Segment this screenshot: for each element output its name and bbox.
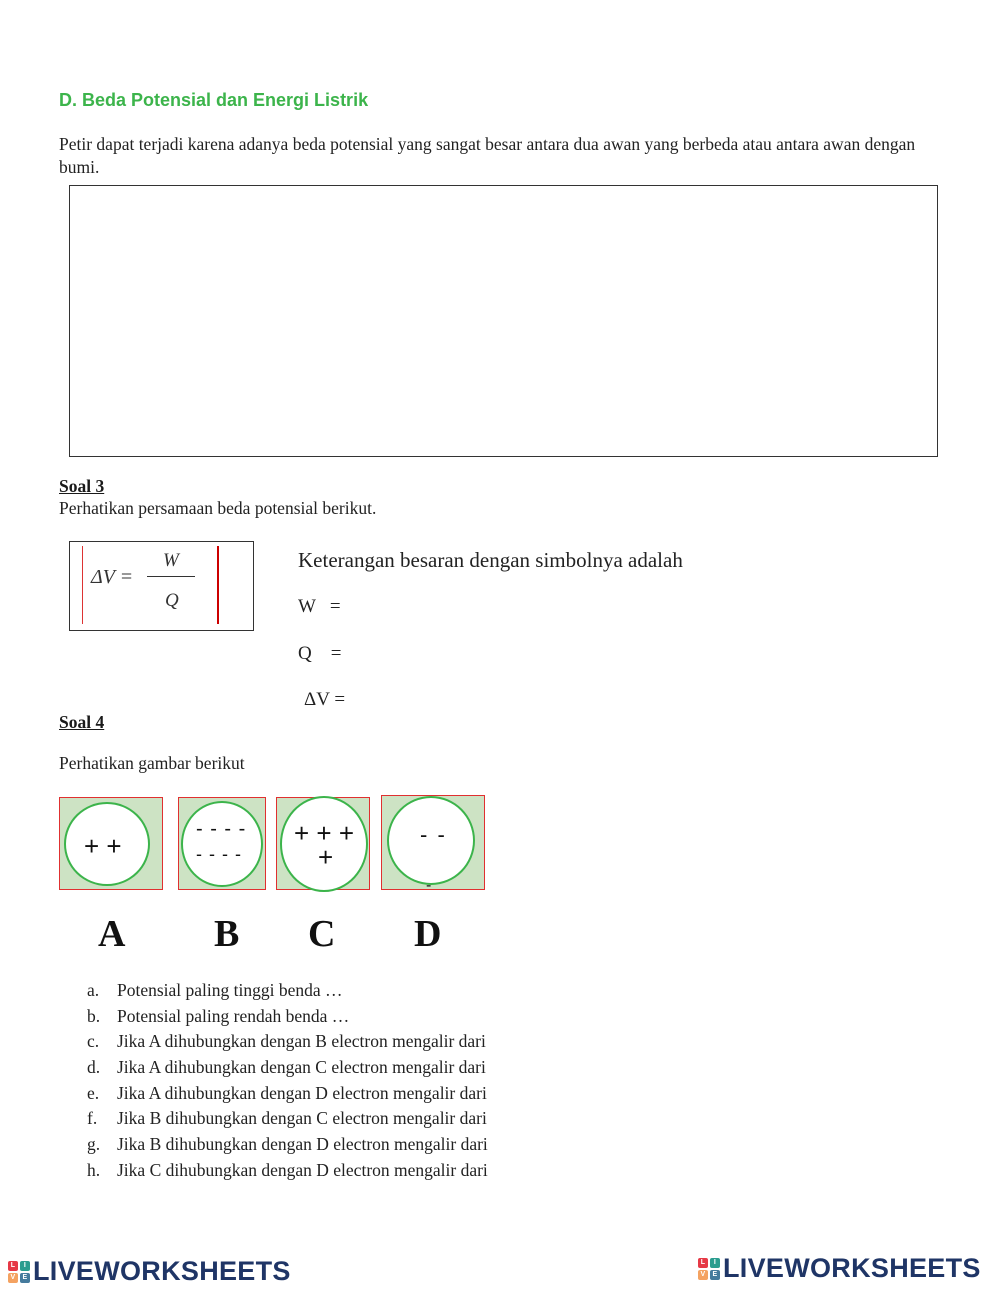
object-d-charge-outside: -: [426, 877, 432, 894]
list-item: [87, 1081, 488, 1107]
object-c-charges-top: + + +: [294, 818, 354, 848]
object-a-charges: + +: [84, 831, 122, 861]
logo-mark-tile: V: [698, 1270, 708, 1280]
object-c-panel: [276, 797, 370, 890]
question-text: Jika A dihubungkan dengan C electron mengalir dari: [117, 1057, 486, 1078]
question-letter: a.: [87, 980, 100, 1000]
object-b-charges-bottom: - - - -: [196, 844, 242, 864]
object-d-charges: - -: [420, 822, 447, 847]
section-title: D. Beda Potensial dan Energi Listrik: [59, 90, 369, 110]
soal-3-title: Soal 3: [59, 476, 105, 496]
liveworksheets-logo-right: [698, 1253, 981, 1284]
list-item: [87, 1004, 488, 1030]
keterangan-row-dv: ΔV =: [304, 689, 346, 710]
formula-image: [69, 541, 254, 631]
logo-mark-tile: I: [710, 1258, 720, 1268]
question-list: [87, 978, 488, 1184]
list-item: [87, 1055, 488, 1081]
logo-mark-tile: I: [20, 1261, 30, 1271]
list-item: [87, 1132, 488, 1158]
object-a-circle: [64, 802, 150, 886]
answer-box[interactable]: [69, 185, 938, 457]
list-item: [87, 978, 488, 1004]
logo-mark-tile: L: [8, 1261, 18, 1271]
object-d-label: D: [414, 913, 442, 955]
question-letter: f.: [87, 1108, 98, 1129]
question-letter: e.: [87, 1082, 100, 1103]
fraction-bar: [147, 576, 195, 577]
object-d-panel: [381, 795, 485, 894]
logo-mark-tile: E: [20, 1273, 30, 1283]
keterangan-row-w: W =: [298, 596, 341, 617]
question-letter: h.: [87, 1159, 101, 1180]
logo-mark-tile: V: [8, 1273, 18, 1283]
object-c-charges-bottom: +: [318, 842, 334, 872]
logo-text: LIVEWORKSHEETS: [33, 1256, 291, 1286]
logo-mark-icon: [8, 1261, 30, 1283]
keterangan-heading: Keterangan besaran dengan simbolnya adalah: [298, 548, 683, 572]
intro-paragraph: Petir dapat terjadi karena adanya beda potensial yang sangat besar antara dua awan yang berbeda atau antara awan dengan bumi.: [59, 134, 916, 177]
object-b-circle: [181, 801, 263, 887]
list-item: [87, 1106, 488, 1132]
liveworksheets-logo-left: [8, 1256, 291, 1287]
question-text: Jika A dihubungkan dengan D electron mengalir dari: [117, 1082, 487, 1103]
object-a-panel: [59, 797, 163, 890]
question-text: Potensial paling rendah benda …: [117, 1005, 350, 1026]
object-c-circle: [280, 796, 368, 892]
formula-numerator: W: [163, 550, 179, 571]
list-item: [87, 1029, 488, 1055]
keterangan-row-q: Q =: [298, 643, 342, 664]
logo-mark-tile: L: [698, 1258, 708, 1268]
formula-lhs: ΔV =: [91, 566, 134, 588]
question-letter: d.: [87, 1057, 101, 1078]
object-b-label: B: [214, 913, 240, 955]
object-b-panel: [178, 797, 266, 890]
object-b-charges-top: - - - -: [196, 818, 247, 840]
logo-mark-tile: E: [710, 1270, 720, 1280]
soal-4-title: Soal 4: [59, 712, 105, 732]
question-letter: c.: [87, 1031, 100, 1052]
question-text: Jika A dihubungkan dengan B electron mengalir dari: [117, 1031, 486, 1052]
question-text: Jika B dihubungkan dengan C electron mengalir dari: [117, 1108, 487, 1129]
question-text: Potensial paling tinggi benda …: [117, 980, 343, 1000]
object-a-label: A: [98, 913, 126, 955]
list-item: [87, 1158, 488, 1184]
logo-text: LIVEWORKSHEETS: [723, 1253, 981, 1283]
logo-mark-icon: [698, 1258, 720, 1280]
soal-4-instruction: Perhatikan gambar berikut: [59, 753, 245, 773]
question-text: Jika C dihubungkan dengan D electron mengalir dari: [117, 1159, 488, 1180]
object-c-label: C: [308, 913, 336, 955]
question-text: Jika B dihubungkan dengan D electron mengalir dari: [117, 1134, 488, 1155]
soal-3-instruction: Perhatikan persamaan beda potensial berikut.: [59, 498, 377, 518]
formula-denominator: Q: [165, 590, 179, 611]
question-letter: g.: [87, 1134, 101, 1155]
object-d-circle: [387, 796, 475, 885]
question-letter: b.: [87, 1005, 101, 1026]
